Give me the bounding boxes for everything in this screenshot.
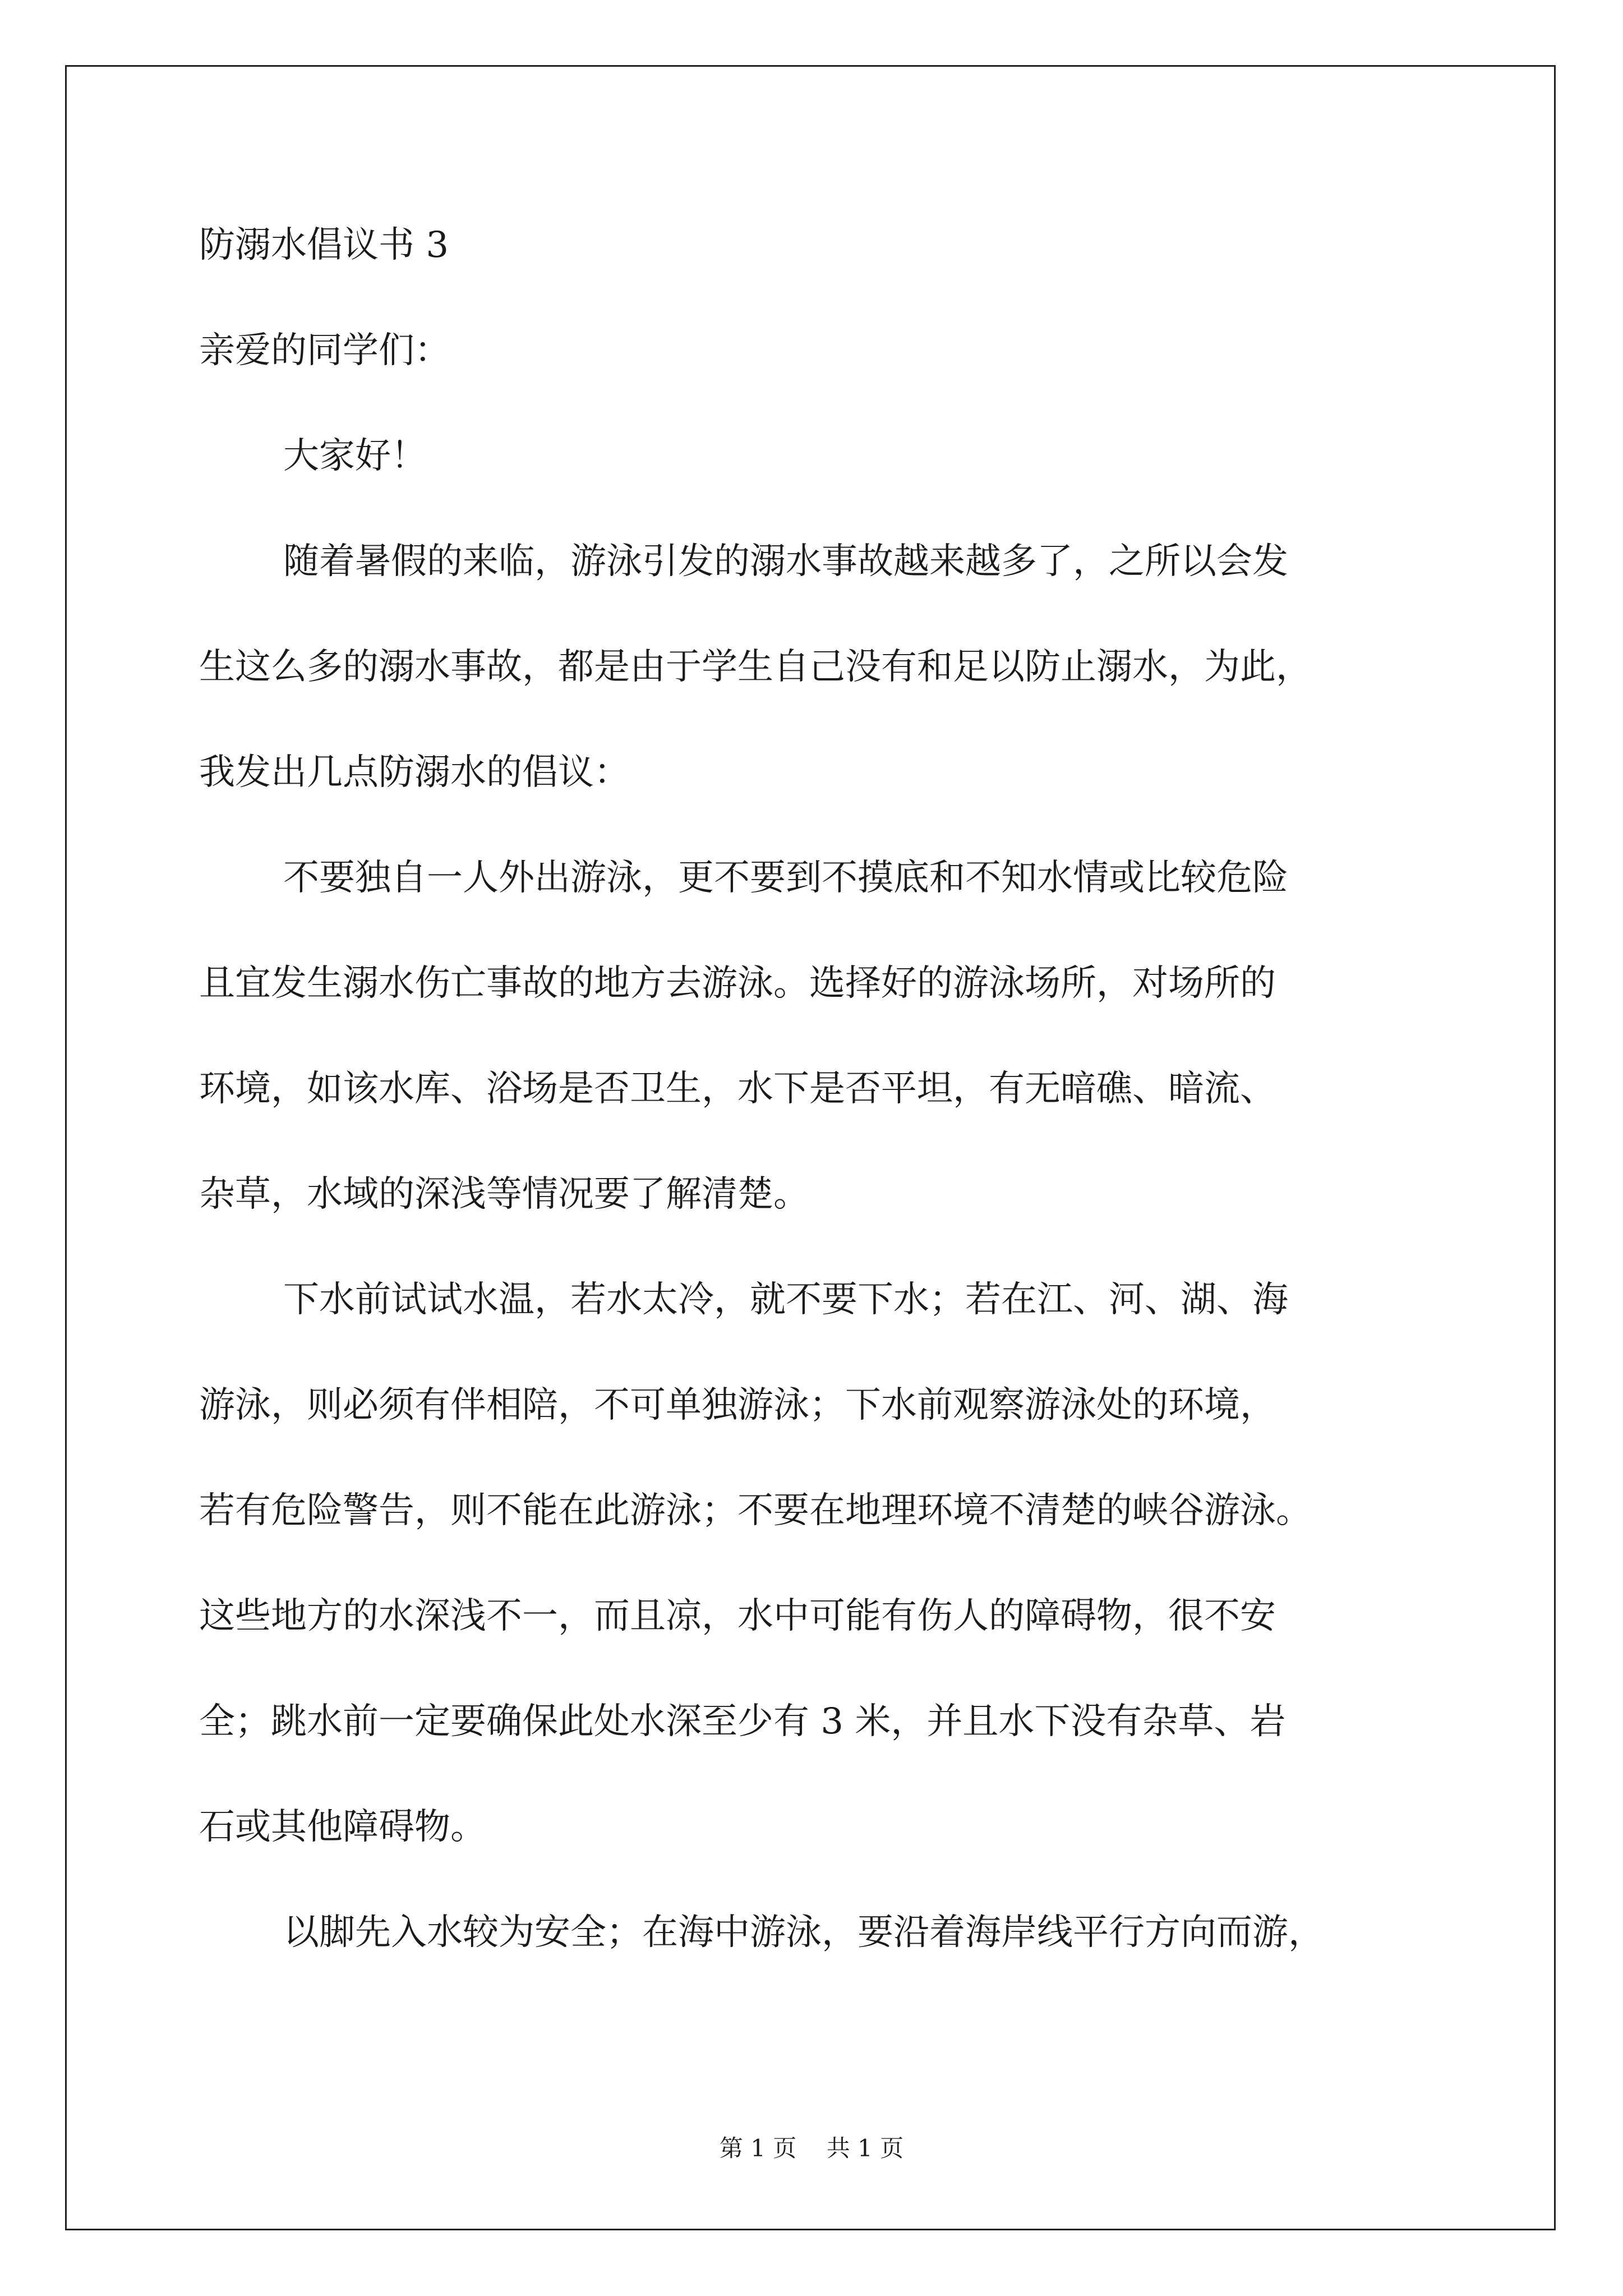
paragraph-line: 我发出几点防溺水的倡议： [199, 752, 630, 793]
paragraph-line: 下水前试试水温，若水太冷，就不要下水；若在江、河、湖、海 [283, 1279, 1288, 1320]
paragraph-line: 且宜发生溺水伤亡事故的地方去游泳。选择好的游泳场所，对场所的 [199, 963, 1276, 1004]
paragraph-line: 若有危险警告，则不能在此游泳；不要在地理环境不清楚的峡谷游泳。 [199, 1490, 1312, 1531]
paragraph-line: 全；跳水前一定要确保此处水深至少有 3 米，并且水下没有杂草、岩 [199, 1701, 1286, 1742]
paragraph-line: 生这么多的溺水事故，都是由于学生自己没有和足以防止溺水，为此， [199, 646, 1312, 688]
paragraph-line: 以脚先入水较为安全；在海中游泳，要沿着海岸线平行方向而游， [283, 1912, 1324, 1953]
document-body [199, 219, 1433, 1959]
paragraph-3 [199, 1273, 1433, 1853]
paragraph-line: 杂草，水域的深浅等情况要了解清楚。 [199, 1174, 809, 1215]
paragraph-1 [199, 535, 1433, 799]
paragraph-line: 不要独自一人外出游泳，更不要到不摸底和不知水情或比较危险 [283, 857, 1288, 899]
document-title: 防溺水倡议书 3 [199, 224, 449, 266]
paragraph-line: 石或其他障碍物。 [199, 1806, 486, 1848]
paragraph-line: 环境，如该水库、浴场是否卫生，水下是否平坦，有无暗礁、暗流、 [199, 1068, 1276, 1110]
paragraph-line: 游泳，则必须有伴相陪，不可单独游泳；下水前观察游泳处的环境， [199, 1384, 1276, 1426]
page-footer: 第 1 页 共 1 页 [719, 2134, 904, 2162]
paragraph-line: 这些地方的水深浅不一，而且凉，水中可能有伤人的障碍物，很不安 [199, 1595, 1276, 1637]
salutation: 亲爱的同学们： [199, 330, 450, 371]
paragraph-2 [199, 852, 1433, 1221]
greeting: 大家好！ [283, 435, 427, 477]
paragraph-line: 随着暑假的来临，游泳引发的溺水事故越来越多了，之所以会发 [283, 541, 1288, 582]
paragraph-4 [199, 1906, 1433, 1959]
